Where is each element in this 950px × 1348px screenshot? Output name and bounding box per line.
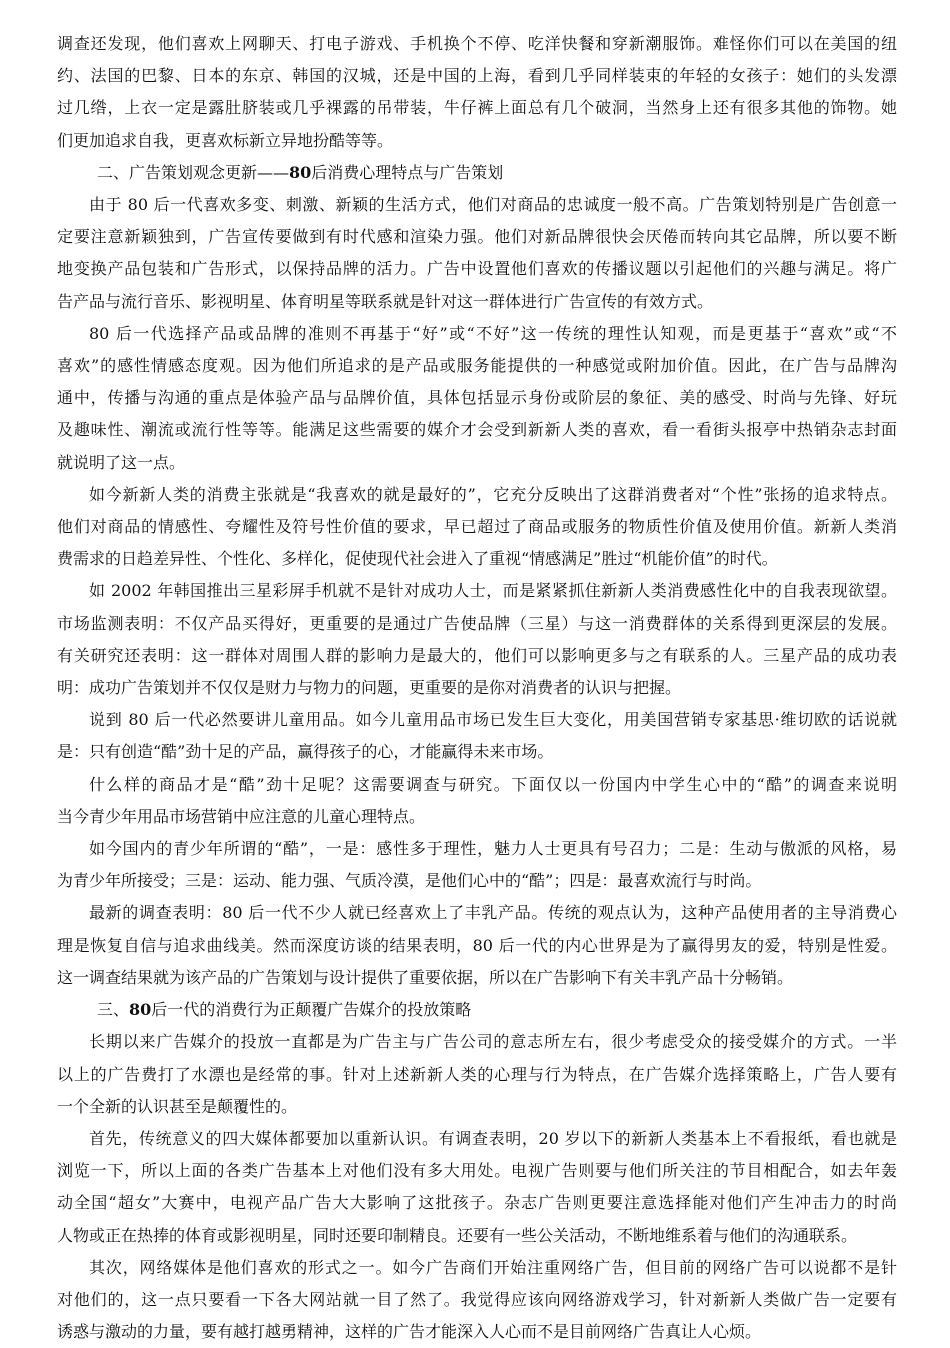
- text-line: 有关研究还表明：这一群体对周围人群的影响力是最大的，他们可以影响更多与之有联系的人。三星产品的成功表: [57, 645, 897, 665]
- text-line: 以上的广告费打了水漂也是经常的事。针对上述新新人类的心理与行为特点，在广告媒介选择策略上，广告人要有: [57, 1064, 897, 1084]
- text-line: 告产品与流行音乐、影视明星、体育明星等联系就是针对这一群体进行广告宣传的有效方式。: [57, 291, 714, 311]
- heading-text: 后消费心理特点与广告策划: [311, 162, 504, 182]
- text-line: 当今青少年用品市场营销中应注意的儿童心理特点。: [57, 806, 426, 826]
- paragraph: [57, 769, 897, 833]
- paragraph: [57, 1123, 897, 1252]
- text-line: 明：成功广告策划并不仅仅是财力与物力的问题，更重要的是你对消费者的认识与把握。: [57, 678, 682, 698]
- paragraph: [57, 318, 897, 479]
- text-line: 一个全新的认识甚至是颠覆性的。: [57, 1096, 298, 1116]
- section-heading-2: [57, 157, 897, 189]
- text-line: 由于 80 后一代喜欢多变、刺激、新颖的生活方式，他们对商品的忠诚度一般不高。广告策划特别是广告创意一: [89, 195, 897, 215]
- text-line: 们更加追求自我，更喜欢标新立异地扮酷等等。: [57, 130, 394, 150]
- text-line: 市场监测表明：不仅产品买得好，更重要的是通过广告使品牌（三星）与这一消费群体的关系得到更深层的发展。: [57, 613, 897, 633]
- text-line: 喜欢”的感性情感态度观。因为他们所追求的是产品或服务能提供的一种感觉或附加价值。因此，在广告与品牌沟: [57, 356, 897, 376]
- paragraph: [57, 704, 897, 768]
- heading-text: 三、: [97, 1000, 130, 1020]
- paragraph: [57, 1026, 897, 1123]
- text-line: 长期以来广告媒介的投放一直都是为广告主与广告公司的意志所左右，很少考虑受众的接受媒介的方式。一半: [89, 1032, 897, 1052]
- text-line: 费需求的日趋差异性、个性化、多样化，促使现代社会进入了重视“情感满足”胜过“机能价值”的时代。: [57, 549, 778, 569]
- text-line: 如今新新人类的消费主张就是“我喜欢的就是最好的”，它充分反映出了这群消费者对“个性”张扬的追求特点。: [89, 484, 897, 504]
- text-line: 调查还发现，他们喜欢上网聊天、打电子游戏、手机换个不停、吃洋快餐和穿新潮服饰。难怪你们可以在美国的纽: [57, 34, 897, 53]
- text-line: 就说明了这一点。: [57, 452, 186, 472]
- heading-number: 80: [129, 1000, 152, 1020]
- text-line: 诱惑与激动的力量，要有越打越勇精神，这样的广告才能深入人心而不是目前网络广告真让人心烦。: [57, 1322, 762, 1342]
- text-line: 如 2002 年韩国推出三星彩屏手机就不是针对成功人士，而是紧紧抓住新新人类消费感性化中的自我表现欲望。: [89, 581, 897, 601]
- paragraph: [57, 479, 897, 576]
- text-line: 及趣味性、潮流或流行性等等。能满足这些需要的媒介才会受到新新人类的喜欢，看一看街头报亭中热销杂志封面: [57, 420, 897, 440]
- text-line: 对他们的，这一点只要看一下各大网站就一目了然了。我觉得应该向网络游戏学习，针对新新人类做广告一定要有: [57, 1289, 897, 1309]
- text-line: 什么样的商品才是“酷”劲十足呢？这需要调查与研究。下面仅以一份国内中学生心中的“酷”的调查来说明: [89, 774, 897, 794]
- heading-text: 二、广告策划观念更新——: [97, 162, 290, 182]
- text-line: 如今国内的青少年所谓的“酷”，一是：感性多于理性，魅力人士更具有号召力；二是：生动与傲派的风格，易: [89, 839, 897, 859]
- text-line: 他们对商品的情感性、夸耀性及符号性价值的要求，早已超过了商品或服务的物质性价值及使用价值。新新人类消: [57, 517, 897, 537]
- text-line: 说到 80 后一代必然要讲儿童用品。如今儿童用品市场已发生巨大变化，用美国营销专家基思·维切欧的话说就: [89, 710, 897, 730]
- section-heading-3: [57, 994, 897, 1026]
- paragraph: [57, 1252, 897, 1348]
- text-line: 80 后一代选择产品或品牌的准则不再基于“好”或“不好”这一传统的理性认知观，而是更基于“喜欢”或“不: [89, 323, 897, 343]
- text-line: 理是恢复自信与追求曲线美。然而深度访谈的结果表明，80 后一代的内心世界是为了赢得男友的爱，特别是性爱。: [57, 935, 897, 955]
- paragraph: [57, 189, 897, 318]
- text-line: 通中，传播与沟通的重点是体验产品与品牌价值，具体包括显示身份或阶层的象征、美的感受、时尚与先锋、好玩: [57, 388, 897, 408]
- text-line: 最新的调查表明：80 后一代不少人就已经喜欢上了丰乳产品。传统的观点认为，这种产品使用者的主导消费心: [89, 903, 897, 923]
- paragraph: [57, 28, 897, 157]
- text-line: 浏览一下，所以上面的各类广告基本上对他们没有多大用处。电视广告则要与他们所关注的节目相配合，如去年轰: [57, 1161, 897, 1181]
- text-line: 人物或正在热捧的体育或影视明星，同时还要印制精良。还要有一些公关活动，不断地维系着与他们的沟通联系。: [57, 1225, 858, 1245]
- text-line: 定要注意新颖独到，广告宣传要做到有时代感和渲染力强。他们对新品牌很快会厌倦而转向其它品牌，所以要不断: [57, 227, 897, 247]
- paragraph: [57, 833, 897, 897]
- text-line: 其次，网络媒体是他们喜欢的形式之一。如今广告商们开始注重网络广告，但目前的网络广告可以说都不是针: [89, 1257, 897, 1277]
- text-line: 过几绺，上衣一定是露肚脐装或几乎裸露的吊带装，牛仔裤上面总有几个破洞，当然身上还有很多其他的饰物。她: [57, 98, 897, 118]
- document-page: [57, 28, 897, 1348]
- text-line: 地变换产品包装和广告形式，以保持品牌的活力。广告中设置他们喜欢的传播议题以引起他们的兴趣与满足。将广: [57, 259, 897, 279]
- text-line: 动全国“超女”大赛中，电视产品广告大大影响了这批孩子。杂志广告则更要注意选择能对他们产生冲击力的时尚: [57, 1193, 897, 1213]
- text-line: 这一调查结果就为该产品的广告策划与设计提供了重要依据，所以在广告影响下有关丰乳产品十分畅销。: [57, 967, 794, 987]
- paragraph: [57, 575, 897, 704]
- text-line: 是：只有创造“酷”劲十足的产品，赢得孩子的心，才能赢得未来市场。: [57, 742, 554, 762]
- text-line: 首先，传统意义的四大媒体都要加以重新认识。有调查表明，20 岁以下的新新人类基本上不看报纸，看也就是: [89, 1128, 897, 1148]
- heading-number: 80: [289, 162, 312, 182]
- text-line: 为青少年所接受；三是：运动、能力强、气质冷漠，是他们心中的“酷”；四是：最喜欢流行与时尚。: [57, 871, 762, 891]
- text-line: 约、法国的巴黎、日本的东京、韩国的汉城，还是中国的上海，看到几乎同样装束的年轻的女孩子：她们的头发漂: [57, 66, 897, 86]
- paragraph: [57, 897, 897, 994]
- heading-text: 后一代的消费行为正颠覆广告媒介的投放策略: [151, 1000, 472, 1020]
